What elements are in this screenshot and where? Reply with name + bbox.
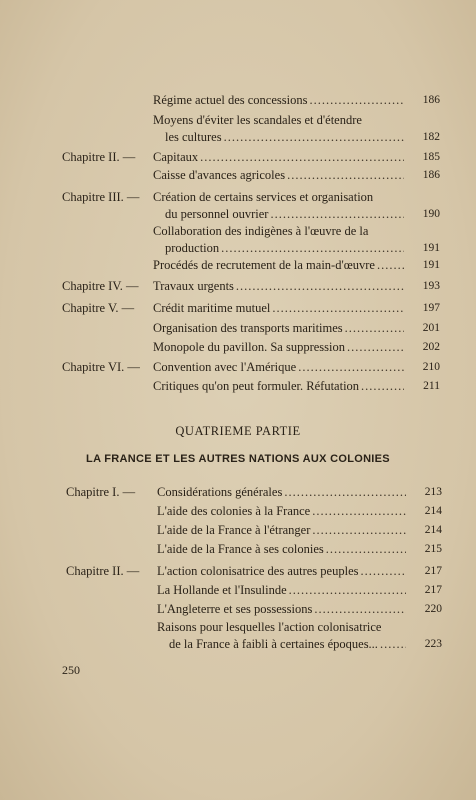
entry-title-line: Moyens d'éviter les scandales et d'étendre — [153, 113, 362, 127]
toc-entry — [153, 189, 406, 223]
toc-entry — [157, 541, 408, 558]
toc-entry — [153, 149, 406, 166]
entry-title-line: L'aide de la France à ses colonies — [157, 542, 324, 556]
entry-title-line: L'aide des colonies à la France — [157, 504, 311, 518]
page-reference: 223 — [424, 638, 442, 650]
entry-title-line: Organisation des transports maritimes — [153, 321, 343, 335]
entry-title-line: Considérations générales — [157, 485, 283, 499]
toc-entry — [153, 278, 406, 295]
page-reference: 217 — [424, 584, 442, 596]
entry-title-line: Raisons pour lesquelles l'action colonisatrice — [157, 620, 382, 634]
entry-title-line: du personnel ouvrier — [165, 207, 269, 221]
page-reference: 186 — [422, 94, 440, 106]
dot-leader — [312, 503, 406, 520]
dot-leader — [272, 300, 404, 317]
toc-entry — [153, 92, 406, 109]
page-reference: 191 — [422, 259, 440, 271]
chapter-label: Chapitre V. — — [62, 301, 135, 315]
entry-title-line: Caisse d'avances agricoles — [153, 168, 286, 182]
toc-entry — [153, 359, 406, 376]
page-reference: 213 — [424, 486, 442, 498]
page-reference: 185 — [422, 151, 440, 163]
page-reference: 215 — [424, 543, 442, 555]
toc-entry — [153, 320, 406, 337]
page-reference: 182 — [422, 131, 440, 143]
dot-leader — [287, 167, 404, 184]
dot-leader — [298, 359, 404, 376]
entry-title-line: Création de certains services et organisation — [153, 190, 374, 204]
dot-leader — [309, 92, 404, 109]
entry-title-line: Régime actuel des concessions — [153, 93, 308, 107]
dot-leader — [380, 636, 406, 653]
entry-title-line: L'action colonisatrice des autres peuples — [157, 564, 359, 578]
entry-title-line: les cultures — [165, 130, 222, 144]
toc-entry — [153, 167, 406, 184]
part-heading: QUATRIEME PARTIE — [175, 424, 301, 438]
dot-leader — [200, 149, 404, 166]
dot-leader — [326, 541, 406, 558]
page-reference: 190 — [422, 208, 440, 220]
page-reference: 186 — [422, 169, 440, 181]
toc-entry — [153, 378, 406, 395]
entry-title-line: de la France à faibli à certaines époques... — [169, 637, 378, 651]
page-reference: 211 — [423, 380, 440, 392]
entry-title-line: Crédit maritime mutuel — [153, 301, 271, 315]
entry-title-line: Travaux urgents — [153, 279, 234, 293]
dot-leader — [236, 278, 404, 295]
toc-entry — [157, 503, 408, 520]
toc-entry — [153, 300, 406, 317]
dot-leader — [270, 206, 404, 223]
dot-leader — [360, 563, 406, 580]
dot-leader — [314, 601, 406, 618]
page-reference: 214 — [424, 524, 442, 536]
toc-entry — [153, 112, 406, 146]
entry-title-line: Monopole du pavillon. Sa suppression — [153, 340, 346, 354]
toc-entry — [153, 257, 406, 274]
dot-leader — [224, 129, 404, 146]
toc-entry — [157, 522, 408, 539]
toc-entry — [157, 601, 408, 618]
toc-entry — [153, 339, 406, 356]
toc-entry — [157, 484, 408, 501]
entry-title-line: L'aide de la France à l'étranger — [157, 523, 311, 537]
page-reference: 191 — [422, 242, 440, 254]
entry-title-line: production — [165, 241, 220, 255]
toc-entry — [157, 619, 408, 653]
page-reference: 197 — [422, 302, 440, 314]
dot-leader — [284, 484, 406, 501]
entry-title-line: Capitaux — [153, 150, 199, 164]
dot-leader — [289, 582, 406, 599]
chapter-label: Chapitre II. — — [66, 564, 140, 578]
chapter-label: Chapitre VI. — — [62, 360, 140, 374]
dot-leader — [221, 240, 404, 257]
chapter-label: Chapitre I. — — [66, 485, 136, 499]
toc-entry — [153, 223, 406, 257]
page-reference: 220 — [424, 603, 442, 615]
entry-title-line: L'Angleterre et ses possessions — [157, 602, 313, 616]
entry-title-line: Procédés de recrutement de la main-d'œuvre — [153, 258, 375, 272]
chapter-label: Chapitre II. — — [62, 150, 136, 164]
entry-title-line: Critiques qu'on peut formuler. Réfutation — [153, 379, 360, 393]
dot-leader — [347, 339, 404, 356]
dot-leader — [312, 522, 406, 539]
page-reference: 202 — [422, 341, 440, 353]
entry-title-line: La Hollande et l'Insulinde — [157, 583, 287, 597]
page-reference: 201 — [422, 322, 440, 334]
page-reference: 210 — [422, 361, 440, 373]
toc-entry — [157, 582, 408, 599]
page-reference: 193 — [422, 280, 440, 292]
entry-title-line: Convention avec l'Amérique — [153, 360, 297, 374]
chapter-label: Chapitre IV. — — [62, 279, 139, 293]
dot-leader — [345, 320, 404, 337]
dot-leader — [361, 378, 404, 395]
dot-leader — [377, 257, 404, 274]
entry-title-line: Collaboration des indigènes à l'œuvre de la — [153, 224, 369, 238]
page-reference: 217 — [424, 565, 442, 577]
page-number: 250 — [62, 663, 80, 677]
toc-entry — [157, 563, 408, 580]
chapter-label: Chapitre III. — — [62, 190, 140, 204]
part-subheading: LA FRANCE ET LES AUTRES NATIONS AUX COLONIES — [86, 453, 390, 465]
page-reference: 214 — [424, 505, 442, 517]
